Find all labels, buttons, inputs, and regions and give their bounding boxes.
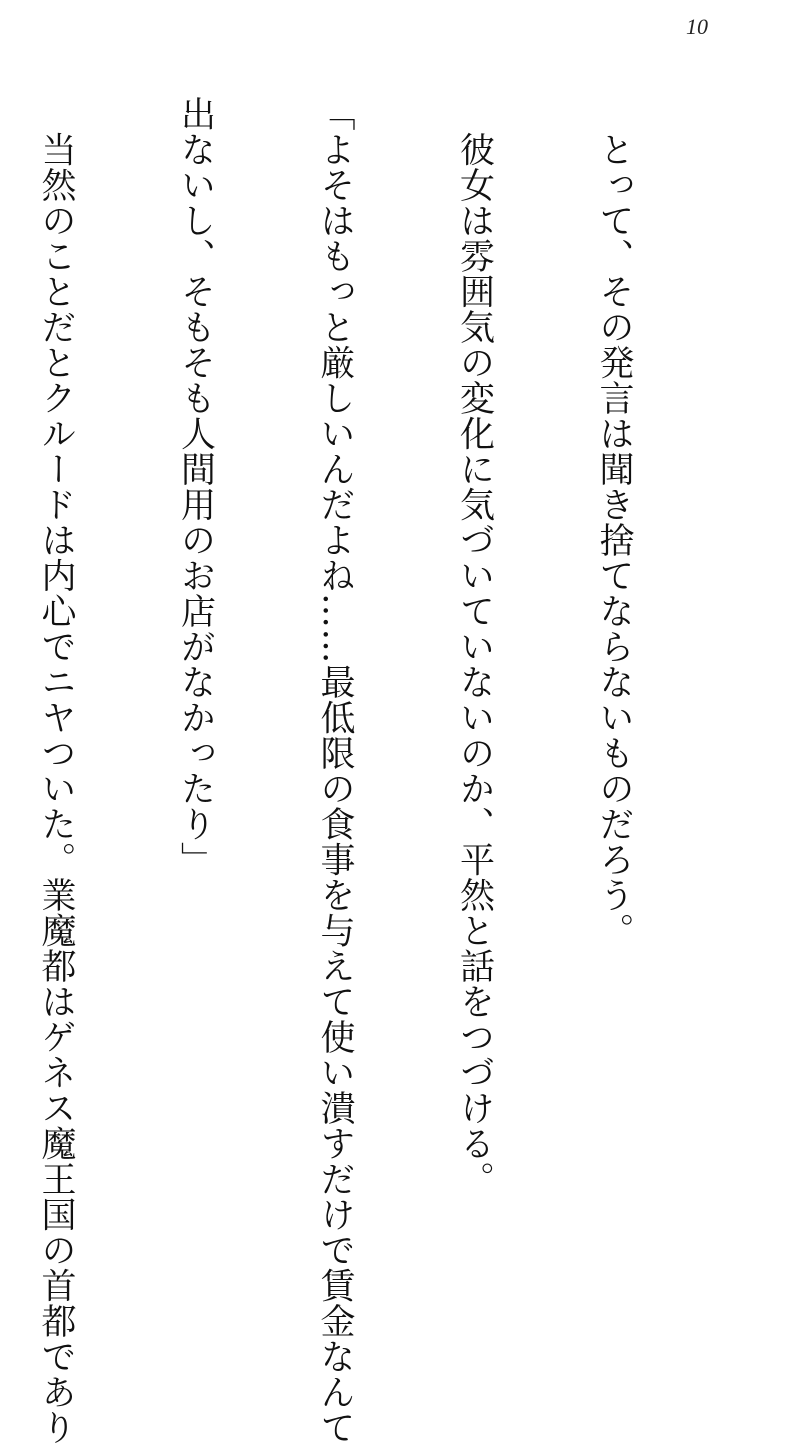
text-line-4: 出ないし、そもそも人間用のお店がなかったり」 (175, 96, 216, 877)
text-line-2: 彼女は雰囲気の変化に気づいていないのか、平然と話をつづける。 (454, 96, 495, 1197)
text-line-1: とって、その発言は聞き捨てならないものだろう。 (594, 96, 634, 948)
page-number: 10 (686, 14, 708, 39)
novel-body-text (36, 96, 730, 1445)
text-line-3: 「よそはもっと厳しいんだよね……最低限の食事を与えて使い潰すだけで賃金なんて (315, 96, 355, 1445)
text-line-5: 当然のことだとクルードは内心でニヤついた。業魔都はゲネス魔王国の首都であり (36, 96, 76, 1445)
